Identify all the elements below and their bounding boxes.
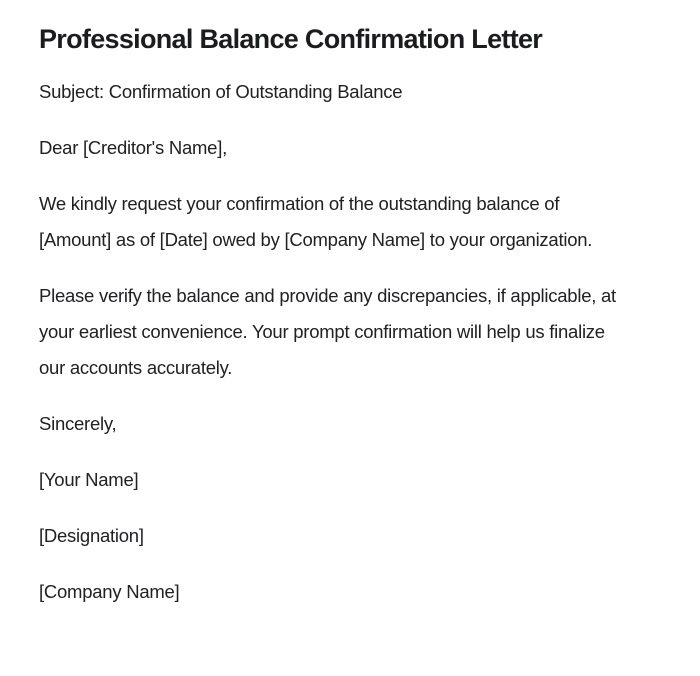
signature-company: [Company Name] <box>39 581 180 602</box>
signature-name: [Your Name] <box>39 469 139 490</box>
salutation: Dear [Creditor's Name], <box>39 137 227 158</box>
body-paragraph-2: Please verify the balance and provide any discrepancies, if applicable, at your earliest convenience. Your prompt confirmation will help us finalize our accounts accurately. <box>39 285 616 378</box>
subject-line: Subject: Confirmation of Outstanding Balance <box>39 81 403 102</box>
closing-line: Sincerely, <box>39 413 117 434</box>
page-title: Professional Balance Confirmation Letter <box>39 24 543 54</box>
signature-designation: [Designation] <box>39 525 144 546</box>
body-paragraph-1: We kindly request your confirmation of the outstanding balance of [Amount] as of [Date] owed by [Company Name] to your organization. <box>39 193 593 250</box>
